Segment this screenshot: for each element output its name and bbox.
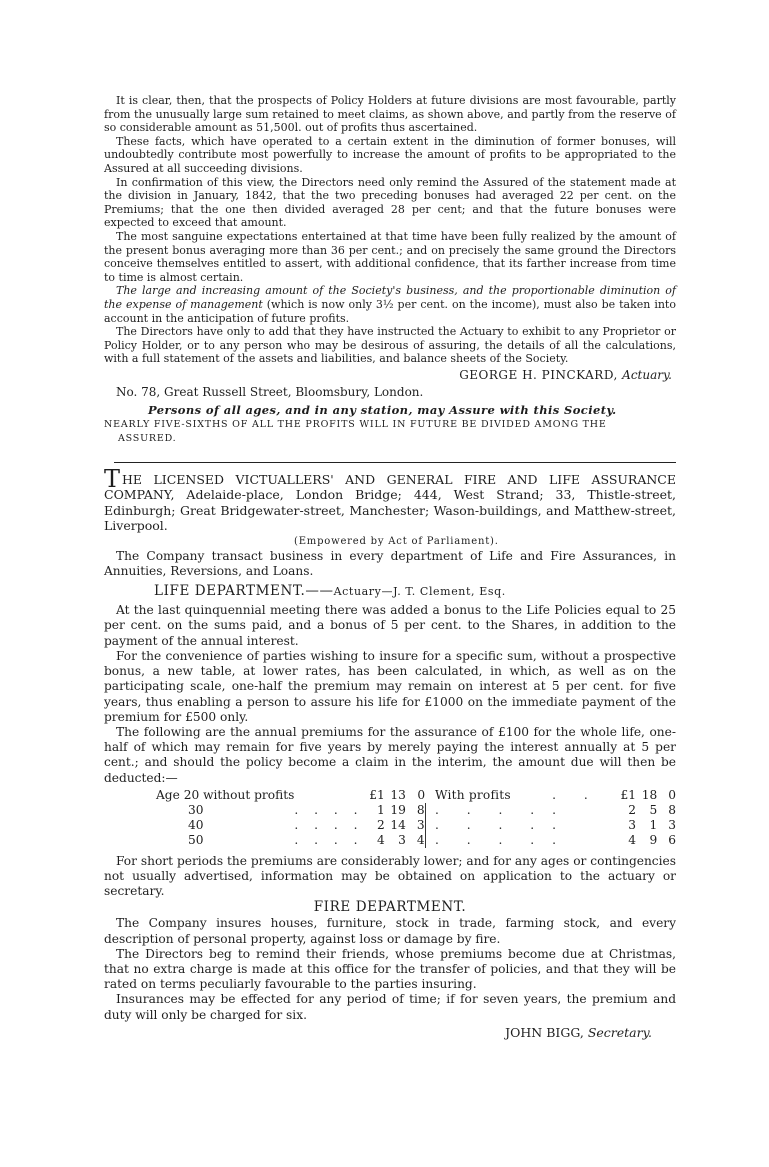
pence-cell: 3	[416, 817, 425, 832]
table-row: 50 . . . . 4 3 4 . . . . . 4 9 6	[156, 833, 676, 848]
paragraph: At the last quinquennial meeting there was added a bonus to the Life Policies equal to 25 per cent. on the sums paid, and a bonus of 5 per cent. to the Shares, in addition to the payment of the annual interest.	[104, 603, 676, 648]
pounds-cell: 4	[628, 832, 637, 847]
shillings-cell: 1	[649, 817, 658, 832]
column-rule	[425, 833, 435, 848]
paragraph: For the convenience of parties wishing to insure for a specific sum, without a prospective bonus, a new table, at lower rates, has been calculated, in which, as well as on the participating scale, one-half the premium may remain on interest at 5 per cent. for five years, thus enabling a person to assure his life for £1000 on the immediate payment of the premium for £500 only.	[104, 648, 676, 724]
paragraph: The following are the annual premiums for the assurance of £100 for the whole life, one-half of which may remain for five years by merely paying the interest annually at 5 per cent.; and should the policy become a claim in the interim, the amount due will then be deducted:—	[104, 724, 676, 785]
age-cell: 50	[188, 832, 204, 847]
with-profits-label: With profits	[435, 787, 511, 802]
fire-department-heading: FIRE DEPARTMENT.	[313, 899, 467, 916]
document-page	[104, 94, 676, 1040]
signature-name: JOHN BIGG,	[505, 1024, 584, 1040]
signature-title: Secretary.	[587, 1024, 652, 1040]
life-department-heading	[154, 583, 676, 600]
company-addresses: Adelaide-place, London Bridge; 444, West Strand; 33, Thistle-street, Edinburgh; Great Bridgewater-street, Manchester; Wason-buildings, and Matthew-street, Liverpool.	[104, 487, 676, 534]
shillings-cell: 5	[649, 802, 658, 817]
pounds-cell: 3	[628, 817, 637, 832]
shillings-cell: 9	[649, 832, 658, 847]
age-value: Age 20	[156, 787, 200, 802]
secretary-signature	[104, 1025, 652, 1040]
paragraph: The most sanguine expectations entertained at that time have been fully realized by the amount of the present bonus averaging more than 36 per cent.; and on precisely the same ground the Directors conceive themselves entitled to assert, with additional confidence, that its farther increase from time to time is almost certain.	[104, 229, 676, 284]
pounds-cell: 2	[376, 817, 385, 832]
actuary-credit: Actuary—J. T. Clement, Esq.	[333, 585, 506, 599]
table-row: 40 . . . . 2 14 3 . . . . . 3 1 3	[156, 818, 676, 833]
signature-name: GEORGE H. PINCKARD,	[459, 367, 618, 382]
pounds-cell: 1	[376, 802, 385, 817]
age-cell	[156, 788, 294, 803]
paragraph: Insurances may be effected for any period of time; if for seven years, the premium and duty will only be charged for six.	[104, 992, 676, 1022]
pounds-cell: £1	[369, 787, 385, 802]
premium-rates-table	[156, 788, 676, 848]
without-profits-label: without profits	[203, 787, 295, 802]
shillings-cell: 3	[398, 832, 406, 847]
profits-note: NEARLY FIVE-SIXTHS OF ALL THE PROFITS WILL IN FUTURE BE DIVIDED AMONG THE	[104, 418, 607, 430]
pence-cell: 6	[668, 832, 676, 847]
pinckard-notice	[104, 94, 676, 445]
pence-cell: 8	[416, 802, 425, 817]
table-row: Age 20 without profits £1 13 0 With profits . . £1 18 0	[156, 787, 676, 802]
pence-cell: 8	[668, 802, 676, 817]
licensed-victuallers-advertisement	[104, 464, 676, 1040]
office-address: No. 78, Great Russell Street, Bloomsbury, London.	[116, 384, 424, 399]
pence-cell: 0	[668, 787, 676, 802]
paragraph: For short periods the premiums are considerably lower; and for any ages or contingencies not usually advertised, information may be obtained on application to the actuary or secretary.	[104, 853, 676, 899]
column-rule	[425, 803, 435, 818]
italic-text: The large and increasing amount of the Society's business, and the proportionable diminution of the expense of management	[104, 284, 676, 311]
pounds-cell: 2	[628, 802, 637, 817]
paragraph: It is clear, then, that the prospects of Policy Holders at future divisions are most favourable, partly from the unusually large sum retained to meet claims, as shown above, and partly from the reserve of so considerable amount as 51,500l. out of profits thus ascertained.	[104, 94, 676, 135]
age-cell: 30	[188, 802, 204, 817]
table-row: 30 . . . . 1 19 8 . . . . . 2 5 8	[156, 803, 676, 818]
empowered-line: (Empowered by Act of Parliament).	[294, 535, 499, 547]
pounds-cell: £1	[620, 787, 637, 802]
age-cell: 40	[188, 817, 204, 832]
paragraph: The Directors have only to add that they have instructed the Actuary to exhibit to any Proprietor or Policy Holder, or to any person who may be desirous of assuring, the details of all the calculations, with a full statement of the assets and liabilities, and balance sheets of the Society.	[104, 325, 676, 366]
drop-capital: T	[104, 464, 121, 493]
paragraph: The Company transact business in every department of Life and Fire Assurances, in Annuities, Reversions, and Loans.	[104, 548, 676, 579]
persons-line: Persons of all ages, and in any station, may Assure with this Society.	[148, 402, 617, 417]
paragraph: The Directors beg to remind their friends, whose premiums become due at Christmas, that no extra charge is made at this office for the transfer of policies, and that they will be rated on terms peculiarly favourable to the parties insuring.	[104, 946, 676, 992]
pence-cell: 0	[417, 787, 426, 802]
profits-note-continued: ASSURED.	[118, 432, 177, 444]
pounds-cell: 4	[376, 832, 385, 847]
company-title	[104, 464, 676, 534]
paragraph: These facts, which have operated to a certain extent in the diminution of former bonuses, will undoubtedly contribute most powerfully to increase the amount of profits to be appropriated to the Assured at all succeeding divisions.	[104, 134, 676, 175]
shillings-cell: 14	[390, 817, 406, 832]
pence-cell: 3	[668, 817, 676, 832]
heading-text: LIFE DEPARTMENT.——	[154, 583, 334, 600]
company-name: HE LICENSED VICTUALLERS' AND GENERAL FIRE AND LIFE ASSURANCE COMPANY,	[104, 471, 676, 503]
section-divider	[114, 462, 676, 463]
signature-title: Actuary.	[622, 367, 672, 382]
shillings-cell: 19	[390, 802, 406, 817]
paragraph: The Company insures houses, furniture, stock in trade, farming stock, and every description of personal property, against loss or damage by fire.	[104, 916, 676, 946]
shillings-cell: 13	[390, 787, 406, 802]
actuary-signature	[104, 368, 672, 383]
paragraph-text: (which is now only 3½ per cent. on the income), must also be taken into account in the anticipation of future profits.	[104, 297, 676, 325]
paragraph	[104, 284, 676, 325]
column-rule	[425, 818, 435, 833]
pence-cell: 4	[416, 832, 425, 847]
shillings-cell: 18	[641, 787, 658, 802]
paragraph: In confirmation of this view, the Directors need only remind the Assured of the statement made at the division in January, 1842, that the two preceding bonuses had averaged 22 per cent. on the Premiums; that the one then divided averaged 28 per cent; and that the future bonuses were expected to exceed that amount.	[104, 175, 676, 230]
